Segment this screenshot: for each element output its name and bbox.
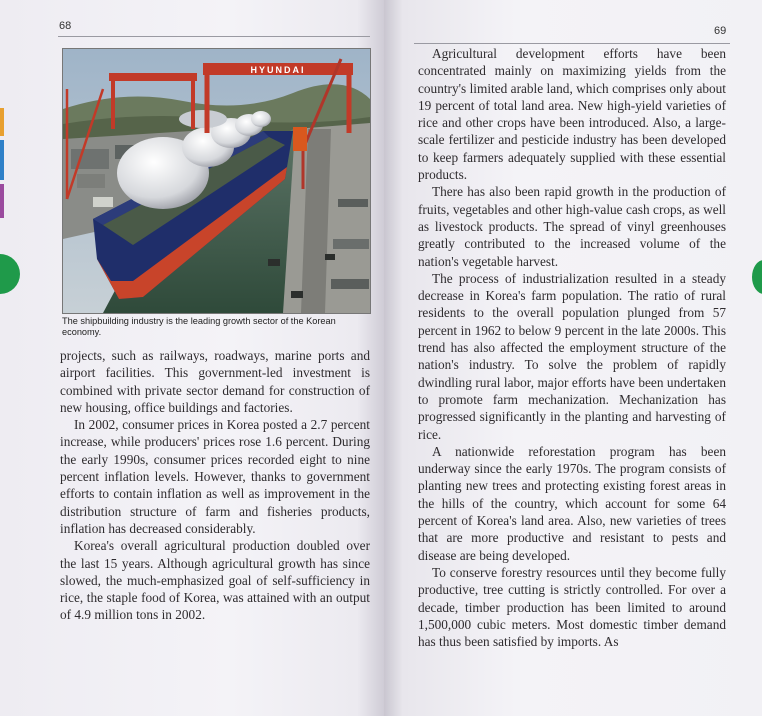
edge-marker-green bbox=[752, 260, 762, 294]
page-number: 69 bbox=[714, 25, 727, 37]
right-paragraph-4: A nationwide reforestation program has been underway since the early 1970s. The program consists of planting new trees and protecting existing forest areas in the hills of the country, which account for some 64 percent of Korea's land area. Also, new varieties of trees that are more productive and resistant to pests and disease are being developed. bbox=[418, 443, 726, 563]
left-paragraph-2: In 2002, consumer prices in Korea posted a 2.7 percent increase, while producers' prices rose 1.6 percent. During the early 1990s, consumer prices recorded eight to nine percent inflation levels. However, thanks to government efforts to contain inflation as well as improvement in the distribution structure of farm and fisheries products, inflation has decreased considerably. bbox=[60, 417, 370, 536]
left-paragraph-1: projects, such as railways, roadways, marine ports and airport facilities. This government-led investment is combined with private sector demand for construction of new housing, office buildings and factories. bbox=[60, 348, 370, 415]
photo-caption: The shipbuilding industry is the leading growth sector of the Korean economy. bbox=[62, 316, 336, 337]
header-rule bbox=[414, 43, 730, 44]
right-paragraph-2: There has also been rapid growth in the production of fruits, vegetables and other high-value cash crops, as well as livestock products. The spread of vinyl greenhouses greatly contributed to the increased volume of the nation's vegetable harvest. bbox=[418, 184, 726, 269]
crane-sign-text: HYUNDAI bbox=[250, 65, 306, 75]
shipyard-photo bbox=[62, 48, 371, 314]
edge-tab-blue bbox=[0, 140, 4, 180]
page-number: 68 bbox=[59, 20, 72, 32]
left-body-text bbox=[60, 347, 370, 624]
edge-tab-purple bbox=[0, 184, 4, 218]
right-paragraph-3: The process of industrialization resulted in a steady decrease in Korea's farm population. The ratio of rural residents to the overall population plunged from 57 percent in 1962 to below 9 percent in the late 2000s. This trend has also affected the employment structure of the nation's industry. To solve the problem of rapidly dwindling rural labor, major efforts have been undertaken to promote farm mechanization. Mechanization has progressed significantly in the planting and harvesting of rice. bbox=[418, 270, 726, 442]
right-page bbox=[384, 0, 762, 716]
header-rule bbox=[58, 36, 370, 37]
edge-marker-green bbox=[0, 254, 20, 294]
right-paragraph-1: Agricultural development efforts have been concentrated mainly on maximizing yields from the country's limited arable land, which comprises only about 19 percent of total land area. New high-yield varieties of rice and other crops have been introduced. Also, a large-scale fertilizer and pesticide industry has been developed to keep farmers adequately supplied with these essential products. bbox=[418, 46, 726, 183]
left-paragraph-3: Korea's overall agricultural production doubled over the last 15 years. Although agricultural growth has since slowed, the much-emphasized goal of self-sufficiency in rice, the staple food of Korea, was attained with an output of 4.9 million tons in 2002. bbox=[60, 538, 370, 623]
edge-tab-orange bbox=[0, 108, 4, 136]
right-paragraph-5: To conserve forestry resources until they become fully productive, tree cutting is strictly controlled. For over a decade, timber production has been limited to around 1,500,000 cubic meters. Most domestic timber demand has thus been satisfied by imports. As bbox=[418, 564, 726, 650]
right-body-text bbox=[418, 45, 726, 650]
